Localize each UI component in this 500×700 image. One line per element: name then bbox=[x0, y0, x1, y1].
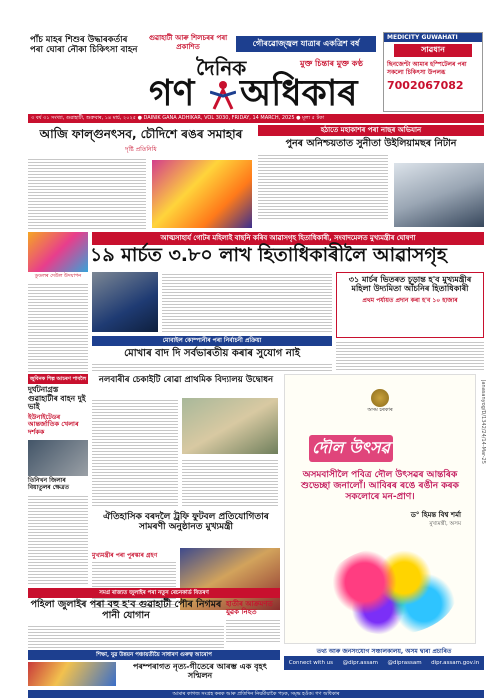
elephant-story bbox=[226, 600, 280, 648]
hospital-phone: 7002067082 bbox=[387, 79, 464, 92]
left-col-sub2: তিনিখন জিলাৰ বিয়াতুলৰ ক্ষেত্ৰত bbox=[28, 477, 69, 491]
elephant-heading: হাতীৰ আক্ৰমণত যুৱক নিহত bbox=[226, 600, 273, 617]
paper-name-right: অধিকাৰ bbox=[240, 73, 358, 114]
lead-side-body bbox=[336, 340, 484, 370]
site-link[interactable]: dipr.assam.gov.in bbox=[431, 660, 480, 666]
astronaut-photo bbox=[394, 163, 484, 227]
left-col-body-2 bbox=[28, 494, 88, 584]
left-teaser-box bbox=[30, 36, 140, 64]
lead-kicker: আত্মসাহাৰ্য গোটৰ মহিলাই বাছনি কৰিব আৱাসগৃহ হিতাধিকাৰী, সংবাদমেলত মুখ্যমন্ত্ৰীৰ ঘোষণা bbox=[92, 232, 484, 245]
daily-label: দৈনিক bbox=[196, 56, 247, 80]
holi-title: দৌল উৎসৱ bbox=[309, 435, 393, 462]
doodle-photo bbox=[28, 232, 88, 272]
space-heading: পুনৰ অনিশ্চয়তাত সুনীতা উইলিয়ামছৰ নিটান bbox=[285, 138, 457, 149]
emblem-icon bbox=[371, 389, 389, 407]
left-col-bar: জুবিনক শিল্প আচৰণ পাবলৈ bbox=[29, 376, 87, 382]
hospital-ad bbox=[383, 32, 483, 112]
handle-1[interactable]: @dipr.assam bbox=[342, 660, 378, 666]
festival-heading: আজি ফাল্গুনৎসব, চৌদিশে ৰঙৰ সমাহাৰ bbox=[39, 127, 243, 141]
hospital-ad-head: সাৱধান bbox=[394, 44, 472, 57]
left-col-photo bbox=[28, 440, 88, 476]
hospital-ad-body: ছিনজেণ্টা আমাৰ হস্পিটেলৰ পৰা সকলো চিকিৎসা উপলব্ধ bbox=[387, 61, 467, 76]
holi-ad bbox=[284, 374, 476, 644]
left-col-sub: ইউনাইটেডৰ আন্তৰ্জাতিক খেলাৰ দৰ্শকক bbox=[28, 413, 79, 436]
doodle-caption: ডুডলৰ দেউল উদযাপন bbox=[34, 273, 82, 279]
festival-photo bbox=[152, 160, 252, 228]
lead-body bbox=[162, 272, 332, 332]
sport-sub: মুখ্যমন্ত্ৰীৰ পৰা পুৰস্কাৰ গ্ৰহণ bbox=[92, 552, 158, 559]
page-footer: আমাৰ কাগজ সংগ্ৰহ কৰক আৰু প্ৰতিদিন নিয়মীয়াকৈ পঢ়ক, সমৃদ্ধ হওঁক। গণ অধিকাৰ bbox=[28, 690, 484, 698]
bottom-headline: পহিলা জুলাইৰ পৰা বহু হ'ব গুৱাহাটী পৌৰ নিগমৰ পানী যোগান bbox=[30, 599, 222, 621]
tagline: গুৱাহাটী আৰু শিলচৰৰ পৰা প্ৰকাশিত bbox=[148, 34, 228, 51]
culture-heading: পৰম্পৰাগত নৃত্য-গীতেৰে আৰম্ভ এক বৃহৎ সন্মিলন bbox=[132, 662, 268, 681]
space-story bbox=[258, 125, 484, 230]
inset-heading: মোখাৰ বাদ দি সৰ্বভাৰতীয় কৰাৰ সুযোগ নাই bbox=[124, 348, 300, 359]
signer-role: মুখ্যমন্ত্ৰী, অসম bbox=[429, 521, 461, 527]
dateline: ৩ বৰ্ষ ৩১ সংখ্যা, গুৱাহাটী, শুক্ৰবাৰ, ১৪ মাৰ্চ, ২০২৫ ● DAINIK GANA ADHIKAR, VOL 3030, FRIDAY, 14 MARCH, 2025 ● মূল্য ৫ টকা bbox=[28, 114, 484, 123]
inset-body bbox=[92, 362, 332, 372]
bottom-bar: সমগ্ৰ ৰাজ্যত জুলাইৰ পৰা নতুন ৰেচনকাৰ্ড বিতৰণ bbox=[28, 588, 280, 598]
left-teaser: পাঁচ মাহৰ শিশুৰ উদ্ধাৰকৰ্তাৰ পৰা ঘোৰা নৌকা চিকিৎসা বাহন bbox=[30, 35, 138, 55]
space-banner: হঠাতে মহাকাশৰ পৰা নাছৰ অভিযান bbox=[258, 125, 484, 136]
govt-label: অসম চৰকাৰ bbox=[367, 407, 393, 413]
lead-side-heading: ৩১ মাৰ্চৰ ভিতৰত চূড়ান্ত হ'ব মুখ্যমন্ত্ৰীৰ মহিলা উদ্যমিতা আঁচনিৰ হিতাধিকাৰী bbox=[348, 275, 472, 294]
elephant-body bbox=[226, 618, 280, 642]
lead-side bbox=[336, 272, 484, 338]
ad-social-strip bbox=[284, 656, 484, 670]
lead-headline: ১৯ মাৰ্চত ৩.৮০ লাখ হিতাধিকাৰীলৈ আৱাসগৃহ bbox=[90, 244, 447, 266]
handle-2[interactable]: @diprassam bbox=[387, 660, 422, 666]
ad-side-code: Janasanyog/D/1342/24/14-Mar-25 bbox=[480, 380, 486, 464]
holi-message: অসমবাসীলৈ পবিত্ৰ দৌল উৎসৱৰ আন্তৰিক শুভেচ্ছা জনালোঁ। আবিৰৰ ৰঙে ৰঙীন কৰক সকলোৰে মন-প্ৰাণ। bbox=[301, 470, 459, 502]
left-col-heading: দুৰ্ঘটনাগ্ৰস্ত গুৱাহাটীৰ বাহন দুই ভাই bbox=[28, 385, 86, 412]
ad-footer-note: তথ্য আৰু জনসংযোগ সঞ্চালকালয়, অসম দ্বাৰা প্ৰচাৰিত bbox=[316, 648, 452, 655]
paper-name-left: গণ bbox=[149, 73, 195, 114]
logo-figure-icon bbox=[210, 80, 236, 110]
culture-photo bbox=[28, 662, 116, 686]
motto: মুক্ত চিন্তাৰ মুক্ত কণ্ঠ bbox=[300, 59, 363, 68]
sport-heading: ঐতিহাসিক বৰদলৈ ট্ৰফি ফুটবল প্ৰতিযোগিতাৰ সামৰণী অনুষ্ঠানত মুখ্যমন্ত্ৰী bbox=[103, 512, 269, 533]
festival-body bbox=[28, 157, 146, 229]
space-body bbox=[258, 153, 388, 221]
lead-side-note: প্ৰথম পৰ্যায়ত প্ৰদান কৰা হ'ব ১০ হাজাৰ bbox=[362, 297, 458, 305]
bottom-body bbox=[28, 624, 224, 648]
middle-body-2 bbox=[182, 458, 278, 508]
holi-colours-photo bbox=[325, 547, 457, 635]
bottom-bar-2: শিক্ষা, যুৱ উন্নয়ন পঞ্চায়তীয়ৈ সাধাৰণ গুৰুত্ব আৰোপ bbox=[28, 650, 280, 660]
inset-bar: মোবাইল কোম্পানীৰ পৰা নিৰ্বাচনী প্ৰক্ৰিয়া bbox=[92, 336, 332, 346]
left-col-body-1 bbox=[28, 282, 88, 372]
middle-body bbox=[92, 398, 178, 508]
festival-byline: দৃষ্টি প্ৰতিনিধি bbox=[125, 145, 157, 153]
hospital-logo: MEDICITY GUWAHATI bbox=[384, 33, 482, 42]
anniversary-banner: গৌৰৱোজ্জ্বল যাত্ৰাৰ একত্ৰিশ বৰ্ষ bbox=[236, 36, 376, 52]
signer: ড° হিমন্ত বিশ্ব শৰ্মা bbox=[410, 511, 461, 519]
connect-label: Connect with us bbox=[288, 660, 334, 666]
festival-story bbox=[28, 125, 254, 230]
middle-heading: নলবাৰীৰ চেকাইটি ৰোৱা প্ৰাথমিক বিদ্যালয় উদ্বোধন bbox=[98, 375, 274, 385]
school-photo bbox=[182, 398, 278, 454]
lead-photo bbox=[92, 272, 158, 332]
